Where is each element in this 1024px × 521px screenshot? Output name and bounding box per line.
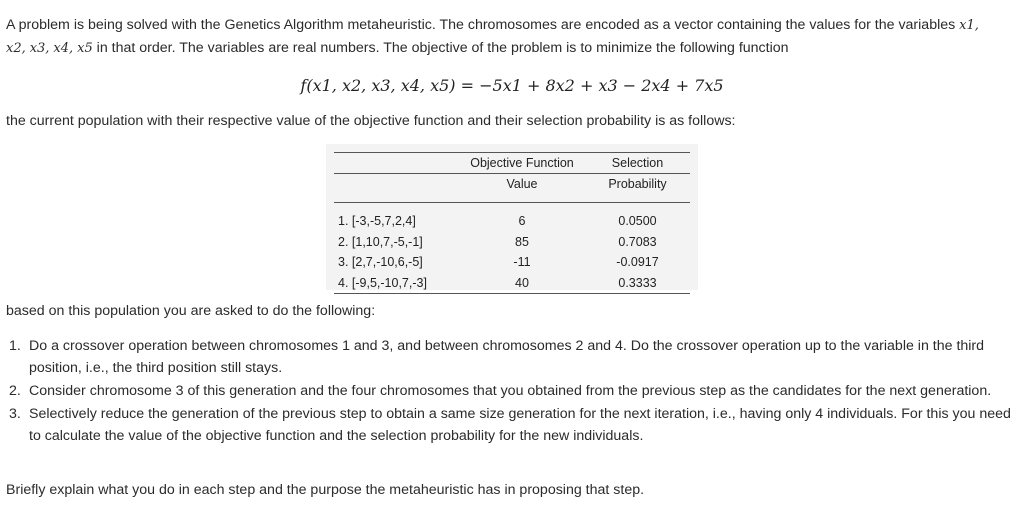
steps-list [6,335,1018,448]
chromosome-cell: 2. [1,10,7,-5,-1] [338,234,423,249]
population-description: the current population with their respective value of the objective function and their selection probability is as follows: [6,113,736,129]
step-item [6,403,1018,447]
table-row [334,252,690,273]
table-row [334,232,690,253]
step-text: Do a crossover operation between chromosomes 1 and 3, and between chromosomes 2 and 4. Do the crossover operation up to the variable in the third position, i.e., the third position still stays. [29,338,985,376]
chromosome-cell: 1. [-3,-5,7,2,4] [338,214,416,228]
variable-x1: x1, [959,18,979,33]
step-text: Selectively reduce the generation of the previous step to obtain a same size generation for the next iteration, i.e., having only 4 individuals. For this you need to calculate the value of the objective function and the selection probability for the new individuals. [29,406,1011,444]
selection-probability-cell: 0.0500 [618,214,657,228]
header-probability-line1: Selection [585,153,690,174]
header-probability-line2: Probability [585,174,690,203]
intro-text-b: in that order. The variables are real numbers. The objective of the problem is to minimize the following function [92,40,789,56]
step-item [6,335,1018,379]
variable-x3: x3, [29,41,50,56]
task-intro: based on this population you are asked to do the following: [6,303,376,319]
variable-x5: x5 [77,41,93,56]
header-objective-line1: Objective Function [459,153,585,174]
header-objective-line2: Value [459,174,585,203]
step-number: 1. [9,338,21,354]
population-table-panel [326,144,698,290]
step-item [6,380,1018,402]
header-chromosome-line2 [334,174,459,203]
table-row [334,203,690,232]
intro-text-a: A problem is being solved with the Genetics Algorithm metaheuristic. The chromosomes are encoded as a vector containing the values for the variables [6,17,960,33]
table-row [334,273,690,294]
step-text: Consider chromosome 3 of this generation and the four chromosomes that you obtained from the previous step as the candidates for the next generation. [29,383,992,399]
variable-x2: x2, [6,41,26,56]
selection-probability-cell: 0.3333 [618,275,657,290]
header-chromosome [334,153,459,174]
objective-value-cell: 40 [515,275,529,290]
selection-probability-cell: 0.7083 [618,234,657,249]
objective-formula: f(x1, x2, x3, x4, x5) = −5x1 + 8x2 + x3 − 2x4 + 7x5 [300,76,724,95]
chromosome-cell: 3. [2,7,-10,6,-5] [338,255,423,269]
objective-value-cell: 85 [515,234,529,249]
intro-paragraph [6,14,1018,60]
objective-value-cell: 6 [518,214,526,228]
objective-value-cell: -11 [513,255,531,269]
step-number: 2. [9,383,21,399]
population-table [334,152,690,294]
step-number: 3. [9,406,21,422]
chromosome-cell: 4. [-9,5,-10,7,-3] [338,275,427,290]
variable-x4: x4, [53,41,74,56]
closing-instruction: Briefly explain what you do in each step and the purpose the metaheuristic has in proposing that step. [6,482,645,498]
selection-probability-cell: -0.0917 [616,255,659,269]
